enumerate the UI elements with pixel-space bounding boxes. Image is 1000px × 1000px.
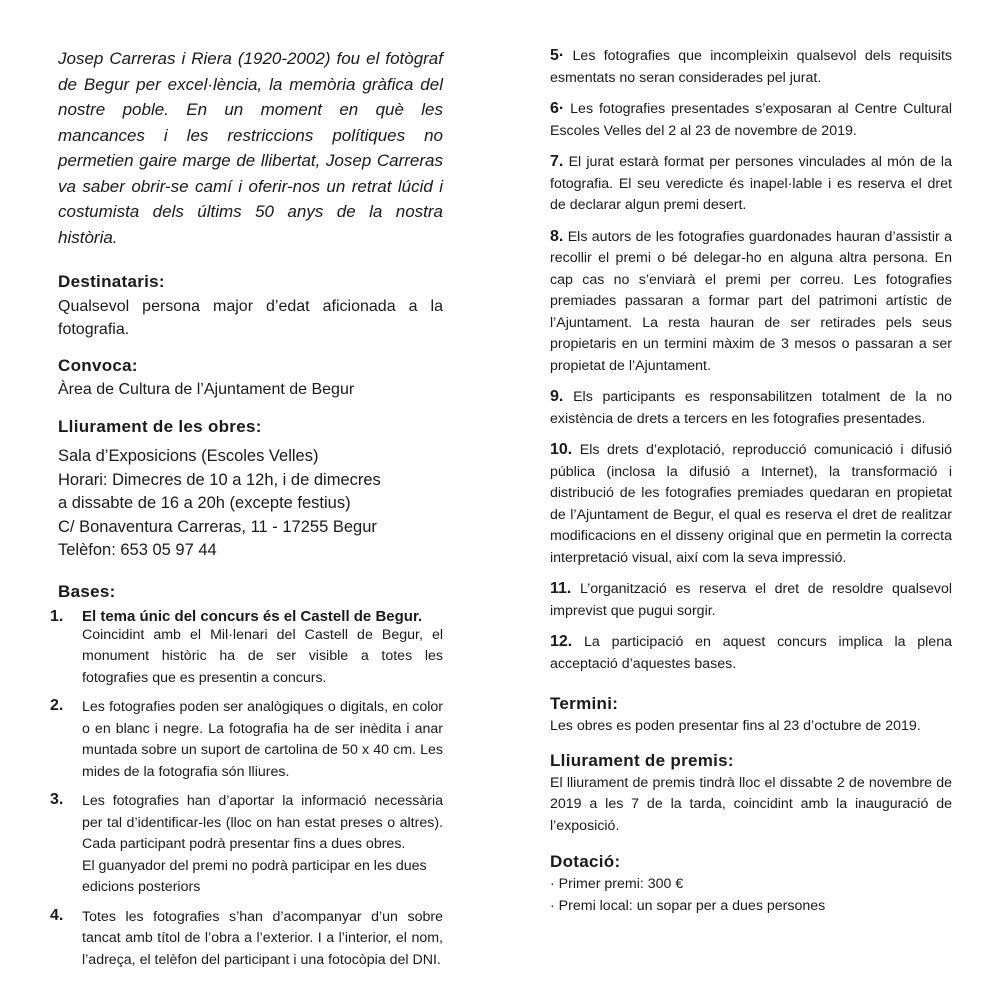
bases-section (50, 581, 443, 972)
destinataris-section (58, 271, 443, 341)
hours-line-1: Horari: Dimecres de 10 a 12h, i de dimecres (58, 470, 381, 489)
base-item-8 (550, 226, 952, 378)
lliurament-obres-heading: Lliurament de les obres: (58, 417, 262, 436)
base-number: 2. (50, 697, 64, 714)
base-text: L’organització es reserva el dret de resoldre qualsevol imprevist que pugui sorgir. (550, 581, 952, 619)
base-text: El jurat estarà format per persones vinculades al món de la fotografia. El seu veredicte és inapel·lable i es reserva el dret de declarar algun premi desert. (550, 154, 952, 213)
base-text: Les fotografies presentades s’exposaran al Centre Cultural Escoles Velles del 2 al 23 de novembre de 2019. (550, 101, 952, 139)
lliurament-premis-heading: Lliurament de premis: (550, 750, 734, 770)
base-text: Els participants es responsabilitzen totalment de la no existència de drets a tercers en les fotografies presentades. (550, 389, 952, 427)
base-number: 10. (550, 441, 573, 458)
right-column (550, 45, 952, 917)
bases-heading: Bases: (58, 581, 116, 601)
dotacio-section (550, 851, 952, 917)
base-number: 4. (50, 906, 64, 924)
base-number: 9. (550, 388, 564, 405)
base-text: Les fotografies poden ser analògiques o digitals, en color o en blanc i negre. La fotografia ha de ser inèdita i anar muntada sobre un suport de cartolina de 50 x 40 cm. Les mides de la fotografia són lliures. (82, 699, 443, 780)
base-item-1 (50, 607, 443, 690)
base-item-11 (550, 578, 952, 622)
lliurament-obres-section (58, 416, 443, 563)
hours-line-2: a dissabte de 16 a 20h (excepte festius) (58, 494, 351, 512)
lliurament-premis-text: El lliurament de premis tindrà lloc el dissabte 2 de novembre de 2019 a les 7 de la tarda, coincidint amb la inauguració de l’exposició. (550, 774, 952, 834)
base-text: Les fotografies han d’aportar la informació necessària per tal d’identificar-les (lloc on han estat preses o altres). Cada participant podrà presentar fins a dues obres. (82, 793, 443, 852)
phone-line: Telèfon: 653 05 97 44 (58, 541, 217, 559)
destinataris-heading: Destinataris: (58, 272, 165, 291)
base-text: Coincidint amb el Mil·lenari del Castell de Begur, el monument històric ha de ser visible a totes les fotografies que es presentin a concurs. (82, 626, 443, 686)
base-lead: El tema únic del concurs és el Castell de Begur. (82, 607, 423, 625)
base-item-3 (50, 791, 443, 899)
base-number: 7. (550, 153, 564, 170)
base-text: Totes les fotografies s’han d’acompanyar d’un sobre tancat amb títol de l’obra a l’exterior. I a l’interior, el nom, l’adreça, el telèfon del participant i una fotocòpia del DNI. (82, 908, 443, 968)
base-text: Els autors de les fotografies guardonades hauran d’assistir a recollir el premi o bé delegar-ho en alguna altra persona. En cap cas no s’enviarà el premi per correu. Les fotografies premiades passaran a formar part del patrimoni artístic de l’Ajuntament. La resta hauran de ser retirades pels seus propietaris en un termini màxim de 3 mesos o passaran a ser propietat de l’Ajuntament. (550, 228, 952, 374)
convoca-heading: Convoca: (58, 356, 138, 375)
base-number: 3. (50, 791, 64, 808)
left-column (50, 40, 443, 971)
base-item-2 (50, 697, 443, 783)
base-item-7 (550, 151, 952, 217)
termini-heading: Termini: (550, 694, 619, 713)
venue-line: Sala d’Exposicions (Escoles Velles) (58, 447, 319, 465)
lliurament-premis-section (550, 750, 952, 838)
dotacio-heading: Dotació: (550, 852, 621, 871)
convoca-section (58, 355, 443, 401)
termini-section (550, 693, 952, 738)
base-item-12 (550, 631, 952, 675)
base-number: 8. (550, 227, 564, 245)
base-number: 12. (550, 633, 573, 650)
dotacio-list (550, 874, 952, 917)
base-number: 1. (50, 607, 64, 625)
base-item-9 (550, 386, 952, 430)
base-number: 11. (550, 580, 572, 597)
base-item-4 (50, 906, 443, 972)
lliurament-obres-details (58, 445, 443, 563)
base-item-6 (550, 98, 952, 142)
intro-paragraph: Josep Carreras i Riera (1920-2002) fou el fotògraf de Begur per excel·lència, la memòria gràfica del nostre poble. En un moment en què les mancances i les restriccions polítiques no permetien gaire marge de llibertat, Josep Carreras va saber obrir-se camí i oferir-nos un retrat lúcid i costumista dels últims 50 anys de la nostra història. (58, 49, 443, 247)
base-item-5 (550, 45, 952, 89)
base-item-10 (550, 439, 952, 569)
base-text: La participació en aquest concurs implica la plena acceptació d’aquestes bases. (550, 634, 952, 672)
prize-local: · Premi local: un sopar per a dues persones (550, 897, 826, 914)
convoca-text: Àrea de Cultura de l’Ajuntament de Begur (58, 381, 355, 398)
base-number: 6· (550, 100, 565, 117)
base-number: 5· (550, 47, 565, 64)
address-line: C/ Bonaventura Carreras, 11 - 17255 Begur (58, 517, 377, 536)
prize-first: · Primer premi: 300 € (550, 876, 684, 892)
termini-text: Les obres es poden presentar fins al 23 d’octubre de 2019. (550, 718, 921, 734)
destinataris-text: Qualsevol persona major d’edat aficionada a la fotografia. (58, 298, 443, 338)
base-text: Les fotografies que incompleixin qualsevol dels requisits esmentats no seran considerades pel jurat. (550, 48, 952, 86)
base-text-extra: El guanyador del premi no podrà participar en les dues edicions posteriors (82, 857, 427, 895)
base-text: Els drets d’explotació, reproducció comunicació i difusió pública (inclosa la difusió a Internet), la transformació i distribució de les fotografies premiades quedaran en propietat de l’Ajuntament de Begur, el qual es reserva el dret de realitzar modificacions en el disseny original que en permetin la correcta interpretació visual, així com la seva impressió. (550, 442, 952, 566)
